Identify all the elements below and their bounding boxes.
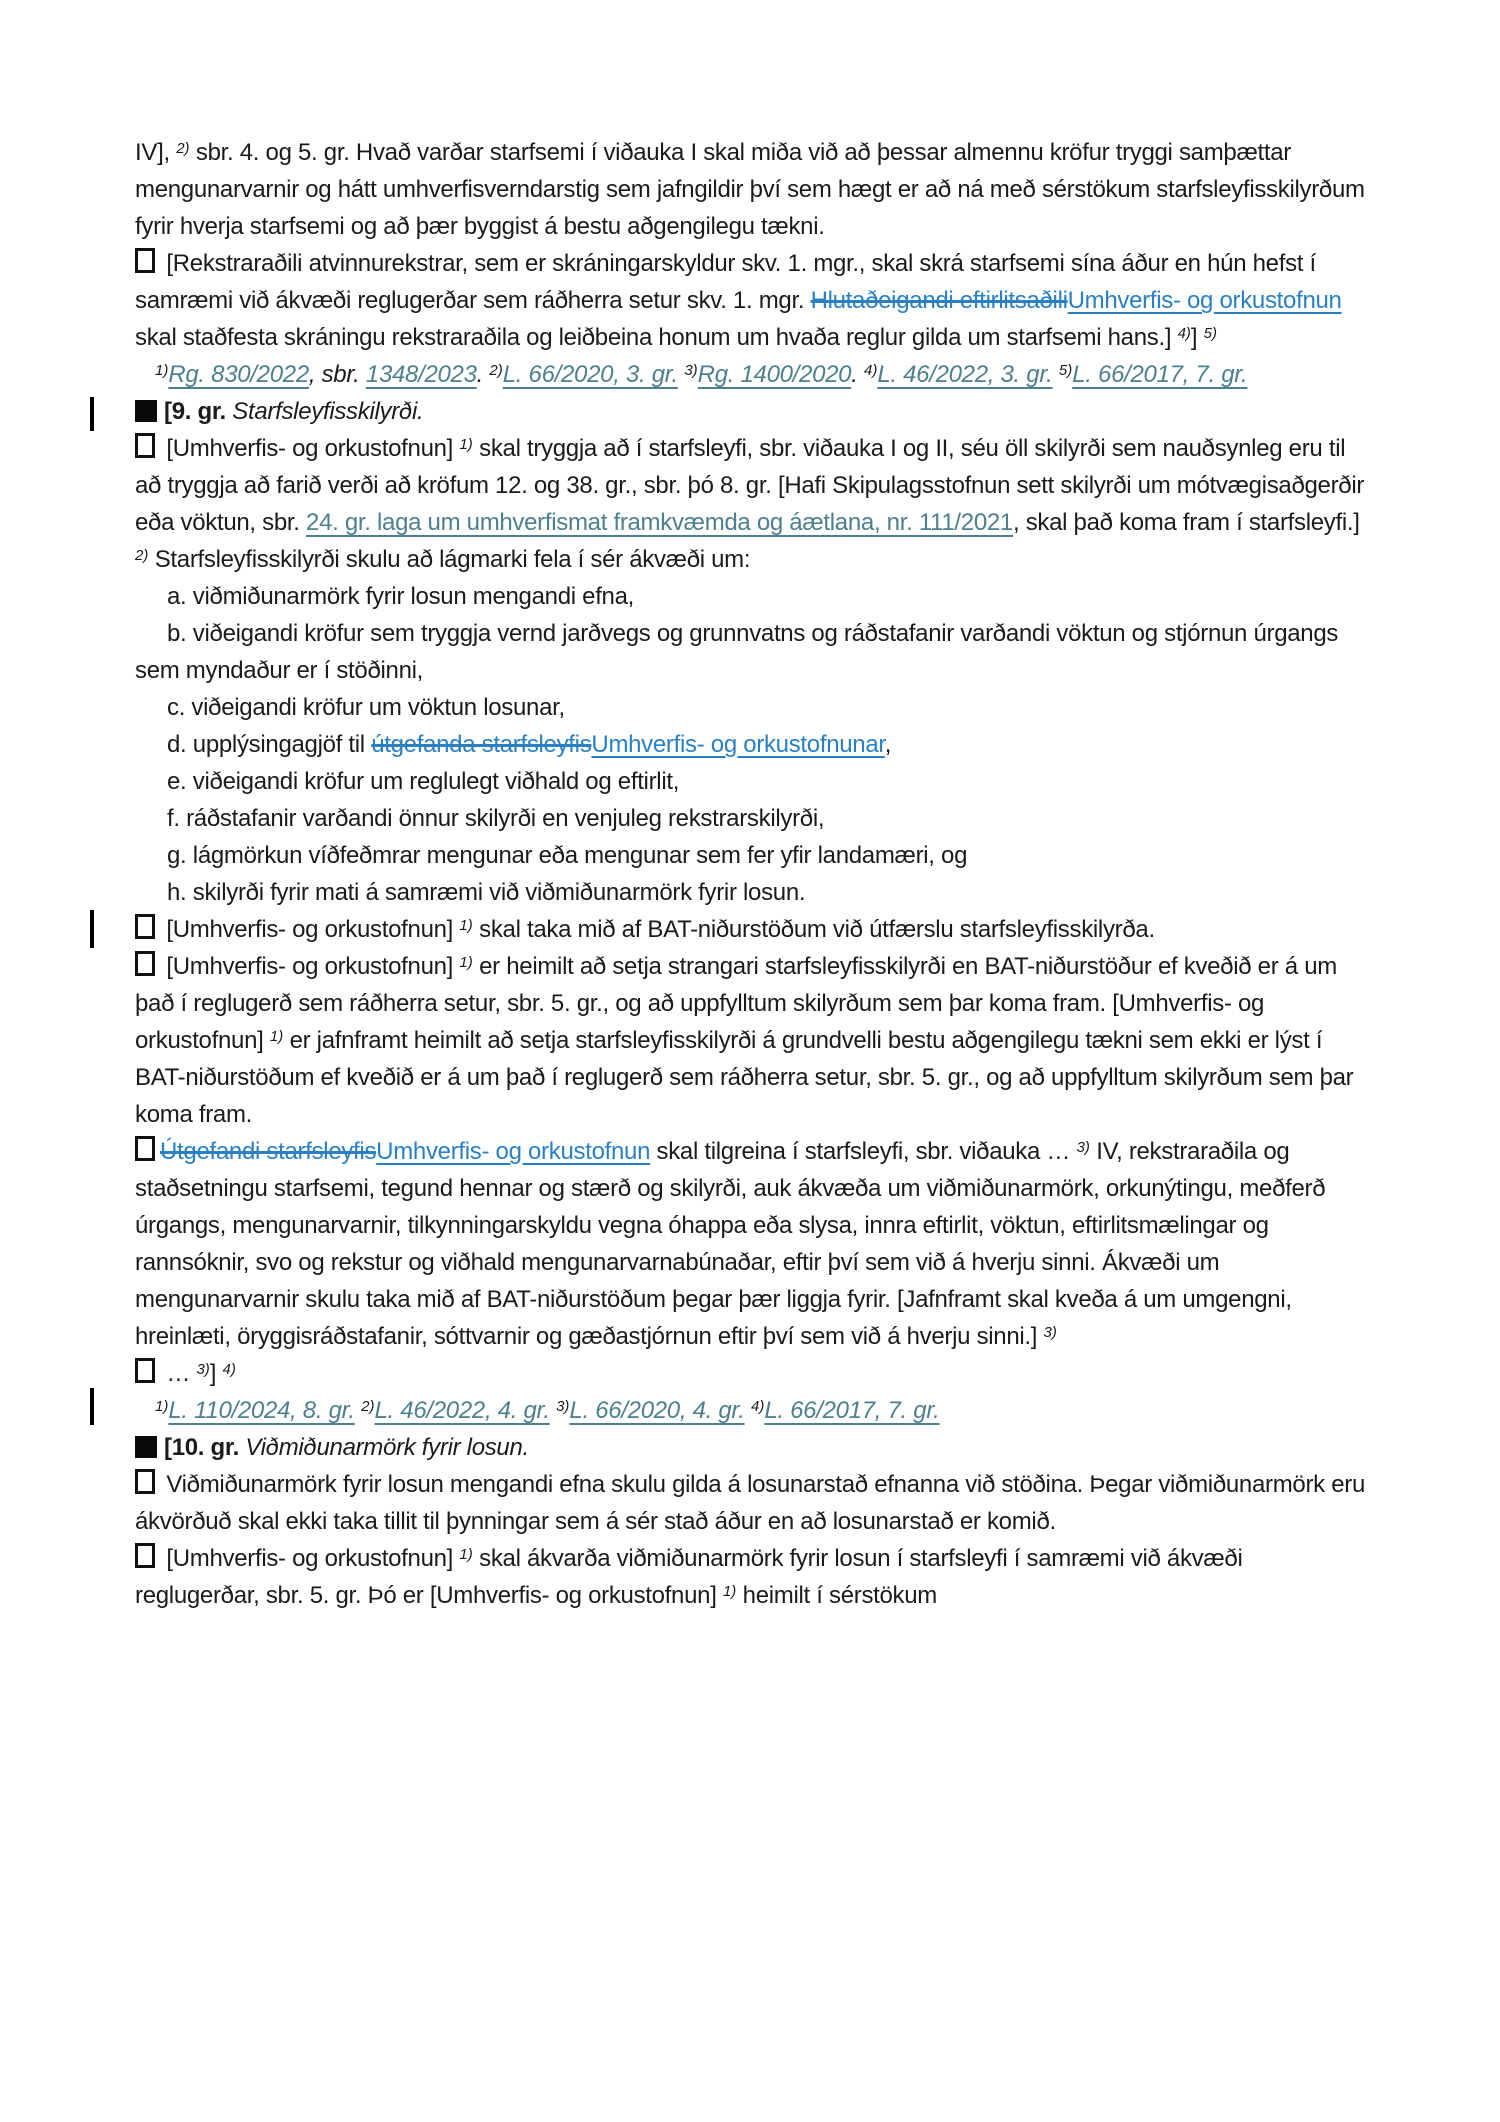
body-text: Viðmiðunarmörk fyrir losun mengandi efna skulu gilda á losunarstað efnanna við stöðina. Þegar viðmiðunarmörk eru ákvörðuð skal ekki taka tillit til þynningar sem á sér stað áður en að losunarstað er komið. — [135, 1471, 1365, 1535]
footnote-ref: 3) — [556, 1398, 570, 1415]
list-item-e — [135, 763, 1365, 800]
section-number: [9. gr. — [164, 398, 233, 425]
paragraph — [135, 1355, 1365, 1392]
paragraph-continuation — [135, 134, 1365, 245]
section-heading-9gr — [135, 393, 1365, 430]
body-text: er jafnframt heimilt að setja starfsleyfisskilyrði á grundvelli bestu aðgengilegu tækni sem ekki er lýst í BAT-niðurstöðum ef kveðið er á um það í reglugerð sem ráðherra setur, sbr. 5. gr., og að uppfylltum skilyrðum sem þar koma fram. — [135, 1027, 1354, 1128]
inserted-text-link[interactable]: Umhverfis- og orkustofnun — [1067, 287, 1342, 314]
body-text: skal staðfesta skráningu rekstraraðila og leiðbeina honum um hvaða reglur gilda um starfsemi hans.] — [135, 324, 1178, 351]
body-text: , sbr. — [308, 361, 366, 388]
body-text: er heimilt að setja strangari starfsleyfisskilyrði en BAT-niðurstöður ef kveðið er á um það í reglugerð sem ráðherra setur, sbr. 5. gr., og að uppfylltum skilyrðum sem þar koma fram. [Umhverfis- og orkustofnun] — [135, 953, 1337, 1054]
section-marker-icon — [135, 1436, 157, 1458]
section-marker-icon — [135, 400, 157, 422]
law-reference-link[interactable]: Rg. 1400/2020 — [697, 361, 852, 388]
body-text: . — [476, 361, 490, 388]
footnote-ref: 2) — [176, 140, 190, 157]
paragraph — [135, 430, 1365, 578]
footnote-references — [135, 356, 1365, 393]
paragraph-marker-icon — [135, 1136, 155, 1161]
paragraph — [135, 948, 1365, 1133]
footnote-ref: 1) — [155, 362, 169, 379]
paragraph — [135, 1133, 1365, 1355]
body-text: b. viðeigandi kröfur sem tryggja vernd jarðvegs og grunnvatns og ráðstafanir varðandi vöktun og stjórnun úrgangs sem myndaður er í stöðinni, — [135, 620, 1339, 684]
paragraph-marker-icon — [135, 1543, 155, 1568]
body-text: skal taka mið af BAT-niðurstöðum við útfærslu starfsleyfisskilyrða. — [472, 916, 1155, 943]
change-bar — [90, 1388, 94, 1425]
footnote-ref: 4) — [863, 362, 878, 379]
body-text: … — [160, 1360, 197, 1387]
law-reference-link[interactable]: L. 46/2022, 4. gr. — [374, 1397, 550, 1424]
body-text: c. viðeigandi kröfur um vöktun losunar, — [167, 694, 565, 721]
law-reference-link[interactable]: L. 66/2020, 3. gr. — [502, 361, 678, 388]
list-item-d — [135, 726, 1365, 763]
footnote-ref: 1) — [722, 1583, 737, 1600]
body-text: [Umhverfis- og orkustofnun] — [160, 916, 460, 943]
list-item-c — [135, 689, 1365, 726]
law-reference-link[interactable]: L. 46/2022, 3. gr. — [877, 361, 1053, 388]
section-heading-10gr — [135, 1429, 1365, 1466]
footnote-ref: 1) — [459, 1546, 473, 1563]
law-reference-link[interactable]: 1348/2023 — [365, 361, 477, 388]
deleted-text-link[interactable]: Útgefandi starfsleyfis — [160, 1138, 377, 1165]
body-text: e. viðeigandi kröfur um reglulegt viðhald og eftirlit, — [167, 768, 680, 795]
footnote-ref: 5) — [1058, 362, 1073, 379]
body-text: sbr. 4. og 5. gr. Hvað varðar starfsemi í viðauka I skal miða við að þessar almennu kröfur tryggi samþættar mengunarvarnir og hátt umhverfisverndarstig sem jafngildir því sem hægt er að ná með sérstökum starfsleyfisskilyrðum fyrir hverja starfsemi og að þær byggist á bestu aðgengilegu tækni. — [135, 139, 1365, 240]
footnote-ref: 3) — [196, 1361, 210, 1378]
paragraph — [135, 911, 1365, 948]
body-text: skal ákvarða viðmiðunarmörk fyrir losun í starfsleyfi í samræmi við ákvæði reglugerðar, sbr. 5. gr. Þó er [Umhverfis- og orkustofnun] — [135, 1545, 1243, 1609]
body-text: [Umhverfis- og orkustofnun] — [160, 953, 460, 980]
footnote-ref: 2) — [361, 1398, 375, 1415]
list-item-f — [135, 800, 1365, 837]
footnote-ref: 1) — [155, 1398, 169, 1415]
inserted-text-link[interactable]: Umhverfis- og orkustofnun — [376, 1138, 651, 1165]
paragraph-marker-icon — [135, 248, 155, 273]
paragraph — [135, 1466, 1365, 1540]
list-item-g — [135, 837, 1365, 874]
body-text: skal tilgreina í starfsleyfi, sbr. viðauka … — [650, 1138, 1077, 1165]
law-reference-link[interactable]: L. 66/2017, 7. gr. — [1072, 361, 1248, 388]
body-text: , skal það koma fram í starfsleyfi.] — [1012, 509, 1360, 536]
body-text: g. lágmörkun víðfeðmrar mengunar eða mengunar sem fer yfir landamæri, og — [167, 842, 968, 869]
body-text: , — [884, 731, 892, 758]
footnote-references — [135, 1392, 1365, 1429]
section-number: [10. gr. — [164, 1434, 246, 1461]
change-bar — [90, 910, 94, 948]
footnote-ref: 5) — [1203, 325, 1217, 342]
body-text: heimilt í sérstökum — [736, 1582, 938, 1609]
footnote-ref: 4) — [1177, 325, 1191, 342]
change-bar — [90, 397, 94, 431]
body-text: IV, rekstraraðila og staðsetningu starfsemi, tegund hennar og stærð og skilyrði, auk ákvæða um viðmiðunarmörk, orkunýtingu, meðferð úrgangs, mengunarvarnir, tilkynningarskyldu vegna óhappa eða slysa, innra eftirlit, vöktun, eftirlitsmælingar og rannsóknir, svo og rekstur og viðhald mengunarvarnabúnaðar, eftir því sem við á hverju sinni. Ákvæði um mengunarvarnir skulu taka mið af BAT-niðurstöðum þegar þær liggja fyrir. [Jafnframt skal kveða á um umgengni, hreinlæti, öryggisráðstafanir, sóttvarnir og gæðastjórnun eftir því sem við á hverju sinni.] — [135, 1138, 1326, 1350]
body-text: d. upplýsingagjöf til — [167, 731, 372, 758]
body-text: a. viðmiðunarmörk fyrir losun mengandi efna, — [167, 583, 635, 610]
law-reference-link[interactable]: Rg. 830/2022 — [168, 361, 309, 388]
footnote-ref: 1) — [459, 436, 473, 453]
body-text: ] — [209, 1360, 223, 1387]
footnote-ref: 4) — [750, 1398, 765, 1415]
footnote-ref: 3) — [1076, 1139, 1090, 1156]
paragraph-marker-icon — [135, 1469, 155, 1494]
footnote-ref: 2) — [135, 547, 149, 564]
section-title: Starfsleyfisskilyrði. — [232, 398, 424, 425]
law-reference-link[interactable]: 24. gr. laga um umhverfismat framkvæmda og áætlana, nr. 111/2021 — [306, 509, 1013, 536]
paragraph-marker-icon — [135, 1358, 155, 1383]
law-reference-link[interactable]: L. 66/2020, 4. gr. — [569, 1397, 745, 1424]
body-text: . — [851, 361, 864, 388]
footnote-ref: 3) — [1043, 1324, 1057, 1341]
paragraph-marker-icon — [135, 914, 155, 939]
footnote-ref: 2) — [489, 362, 503, 379]
body-text: [Umhverfis- og orkustofnun] — [160, 1545, 460, 1572]
law-reference-link[interactable]: L. 110/2024, 8. gr. — [168, 1397, 355, 1424]
footnote-ref: 1) — [459, 954, 473, 971]
body-text: h. skilyrði fyrir mati á samræmi við viðmiðunarmörk fyrir losun. — [167, 879, 806, 906]
body-text: [Rekstraraðili atvinnurekstrar, sem er skráningarskyldur skv. 1. mgr., skal skrá starfsemi sína áður en hún hefst í samræmi við ákvæði reglugerðar sem ráðherra setur skv. 1. mgr. — [135, 250, 1316, 314]
paragraph-marker-icon — [135, 433, 155, 458]
list-item-b — [135, 615, 1365, 689]
law-reference-link[interactable]: L. 66/2017, 7. gr. — [764, 1397, 940, 1424]
deleted-text-link[interactable]: Hlutaðeigandi eftirlitsaðili — [810, 287, 1068, 314]
footnote-ref: 1) — [269, 1028, 284, 1045]
body-text: ] — [1190, 324, 1204, 351]
paragraph — [135, 1540, 1365, 1614]
body-text: IV], — [135, 139, 177, 166]
body-text: [Umhverfis- og orkustofnun] — [160, 435, 460, 462]
body-text: f. ráðstafanir varðandi önnur skilyrði en venjuleg rekstrarskilyrði, — [167, 805, 825, 832]
law-text-body — [135, 134, 1365, 1614]
footnote-ref: 1) — [459, 917, 473, 934]
deleted-text-link[interactable]: útgefanda starfsleyfis — [371, 731, 592, 758]
inserted-text-link[interactable]: Umhverfis- og orkustofnunar — [591, 731, 885, 758]
list-item-h — [135, 874, 1365, 911]
footnote-ref: 4) — [222, 1361, 236, 1378]
list-item-a — [135, 578, 1365, 615]
paragraph-marker-icon — [135, 951, 155, 976]
body-text: skal tryggja að í starfsleyfi, sbr. viðauka I og II, séu öll skilyrði sem nauðsynleg eru til að tryggja að farið verði að kröfum 12. og 38. gr., sbr. þó 8. gr. [Hafi Skipulagsstofnun sett skilyrði um mótvægisaðgerðir eða vöktun, sbr. — [135, 435, 1365, 536]
paragraph — [135, 245, 1365, 356]
body-text: Starfsleyfisskilyrði skulu að lágmarki fela í sér ákvæði um: — [148, 546, 751, 573]
section-title: Viðmiðunarmörk fyrir losun. — [245, 1434, 529, 1461]
footnote-ref: 3) — [684, 362, 698, 379]
